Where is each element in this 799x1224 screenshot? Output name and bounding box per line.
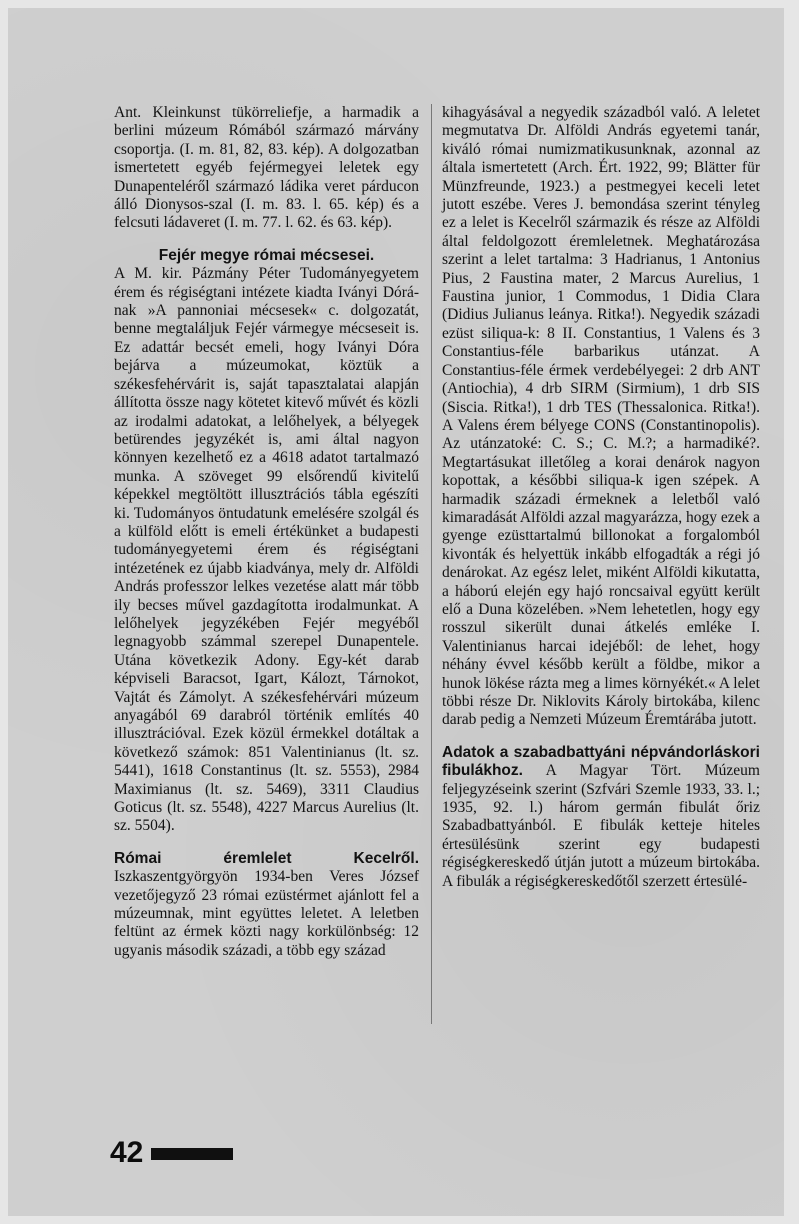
scanned-page bbox=[8, 8, 784, 1216]
paragraph-text: Iszkaszentgyörgyön 1934-ben Veres József vezetőjegyző 23 római ezüstérmet ajánlott fel a múzeumnak, mint együttes leletet. A leletben feltünt az érmek közti nagy korkülönbség: 12 ugyanis második századi, a több egy század bbox=[114, 868, 419, 959]
page-number: 42 bbox=[110, 1136, 144, 1169]
paragraph: A M. kir. Pázmány Péter Tudományegyetem érem és régiségtani intézete kiadta Iványi Dórá-nak »A pannoniai mécsesek« c. dolgozatát, benne megtaláljuk Fejér vármegye mécseseit is. Ez adattár becsét emeli, hogy Iványi Dóra bejárva a múzeumokat, köztük a székesfehérvárit is, saját tapasztalatai alapján állította össze nagy kötetet kitevő művét és közli az irodalmi adatokat, a lelőhelyek, a bélyegek betürendes jegyzékét is, ami által nagyon könnyen kezelhető ez a 4618 adatot tartalmazó munka. A szöveget 99 elsőrendű kivitelű képekkel megtöltött illusztrációs tábla egészíti ki. Tudományos öntudatunk emelésére szolgál és a külföld előtt is emeli értékünket a budapesti tudományegyetemi érem és régiségtani intézetének ez újabb kiadványa, mely dr. Alföldi András professzor lelkes vezetése alatt már több ily becses művel gazdagította irodalmunkat. A lelőhelyek jegyzékében Fejér megyéből legnagyobb számmal szerepel Dunapentele. Utána következik Adony. Egy-két darab képviseli Baracsot, Igart, Kálozt, Tárnokot, Vajtát és Zámolyt. A székesfehérvári múzeum anyagából 69 darabról történik említés 40 illusztrációval. Ezek közül érmekkel dotáltak a következő számok: 851 Valentinianus (lt. sz. 5441), 1618 Constantinus (lt. sz. 5553), 2984 Maximianus (lt. sz. 5469), 3311 Claudius Goticus (lt. sz. 5548), 4227 Marcus Aurelius (lt. sz. 5504). bbox=[114, 265, 419, 835]
section-heading-inline: Római éremlelet Kecelről. bbox=[114, 849, 419, 867]
column-divider bbox=[431, 104, 432, 1024]
paragraph-text: A Magyar Tört. Múzeum feljegyzéseink szerint (Szfvári Szemle 1933, 33. l.; 1935, 92. l.) három germán fibulát őriz Szabadbattyánból. E fibulák ketteje hiteles értesülésünk szerint egy budapesti régiségkereskedő útján jutott a múzeum birtokába. A fibulák a régiségkereskedőtől szerzett értesülé- bbox=[442, 762, 760, 890]
paragraph bbox=[442, 744, 760, 891]
section-heading: Fejér megye római mécsesei. bbox=[158, 246, 375, 264]
right-column bbox=[442, 104, 760, 891]
left-column bbox=[114, 104, 419, 960]
paragraph: kihagyásával a negyedik századból való. A leletet megmutatva Dr. Alföldi András egyetemi tanár, kiváló római numizmatikusunknak, azonnal az általa ismertetett (Arch. Ért. 1922, 99; Blätter für Münzfreunde, 1923.) a pestmegyei keceli letet jutott eszébe. Veres J. bemondása szerint tényleg ez a lelet is Kecelről származik és része az Alföldi által feldolgozott éremleletnek. Meghatározása szerint a lelet tartalma: 3 Hadrianus, 1 Antonius Pius, 2 Faustina mater, 2 Marcus Aurelius, 1 Faustina junior, 1 Commodus, 1 Didia Clara (Didius Julianus leánya. Ritka!). Negyedik századi ezüst siliqua-k: 8 II. Constantius, 1 Valens és 3 Constantius-féle barbarikus utánzat. A Constantius-féle érmek verdebélyegei: 2 drb ANT (Antiochia), 4 drb SIRM (Sirmium), 1 drb SIS (Siscia. Ritka!), 1 drb TES (Thessalonica. Ritka!). A Valens érem bélyege CONS (Constantinopolis). Az utánzatoké: C. S.; C. M.?; a harmadiké?. Megtartásukat illetőleg a korai denárok nagyon kopottak, a későbbi siliqua-k igen szépek. A harmadik századi érmeknek a leletből való kimaradását Alföldi azzal magyarázza, hogy ezek a gyenge ezüsttartalmú billonokat a forgalomból kivonták és helyettük inkább elfogadták a régi jó denárokat. Az egész lelet, miként Alföldi kikutatta, a háború elején egy hajó roncsaival együtt került elő a Duna közelében. »Nem lehetetlen, hogy egy rosszul sikerült dunai átkelés emléke I. Valentinianus harcai idejéből: de lehet, hogy néhány évvel később került a földbe, mikor a hunok lökése rázta meg a limes környékét.« A lelet többi része Dr. Niklovits Károly birtokába, kilenc darab pedig a Nemzeti Múzeum Éremtárába jutott. bbox=[442, 104, 761, 729]
page-number-bar bbox=[151, 1148, 233, 1160]
section-heading-inline: Adatok a szabadbattyáni népvándorláskori fibulákhoz. bbox=[442, 743, 760, 780]
paragraph: Ant. Kleinkunst tükörreliefje, a harmadik a berlini múzeum Rómából származó márvány csoportja. (I. m. 81, 82, 83. kép). A dolgozatban ismertetett egyéb fejérmegyei leletek egy Dunapenteléről származó ládika veret párducon álló Dionysos-szal (I. m. 83. l. 65. kép) és a felcsuti ládaveret (I. m. 77. l. 62. és 63. kép). bbox=[114, 104, 419, 232]
paragraph bbox=[114, 850, 419, 960]
